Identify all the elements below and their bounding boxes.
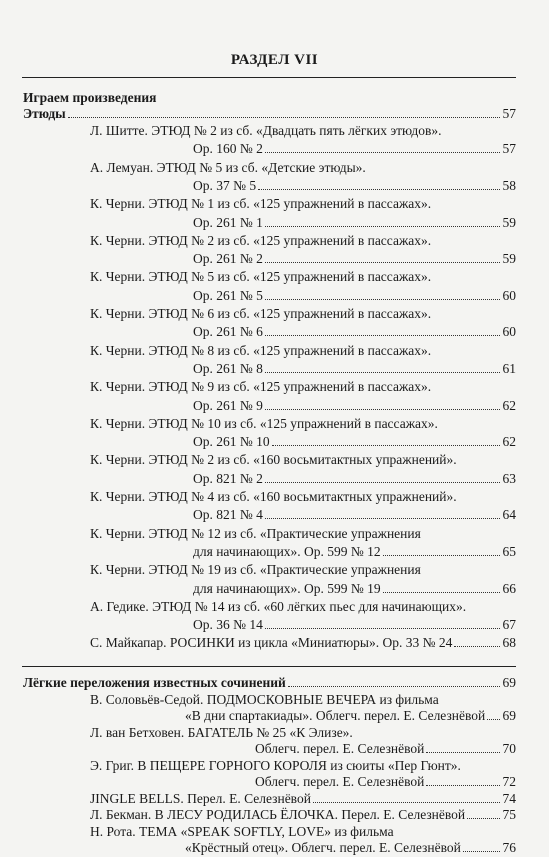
top-rule: [22, 77, 516, 78]
section-rule: [22, 666, 516, 667]
leader-dots: [467, 806, 500, 819]
toc-entry-line2: [193, 543, 516, 561]
toc-entry-line2: [193, 616, 516, 634]
entry-opus: Ор. 261 № 9: [193, 397, 263, 413]
page-number: 72: [502, 774, 516, 790]
entry-opus: Ор. 821 № 4: [193, 507, 263, 523]
toc-entry-line1: Л. Шитте. ЭТЮД № 2 из сб. «Двадцать пять лёгких этюдов».: [90, 123, 442, 138]
leader-dots: [265, 250, 500, 263]
leader-dots: [272, 433, 500, 446]
page-number: 62: [502, 397, 516, 413]
toc-entry-line1: Л. ван Бетховен. БАГАТЕЛЬ № 25 «К Элизе».: [90, 724, 353, 740]
leader-dots: [383, 543, 500, 556]
leader-dots: [426, 740, 500, 753]
toc-entry-line1: К. Черни. ЭТЮД № 12 из сб. «Практические упражнения: [90, 525, 421, 541]
entry-opus: Ор. 261 № 6: [193, 324, 263, 340]
entry-opus: для начинающих». Ор. 599 № 19: [193, 580, 381, 596]
subheading-label: Этюды: [23, 106, 66, 121]
toc-entry-line1: К. Черни. ЭТЮД № 6 из сб. «125 упражнений в пассажах».: [90, 306, 432, 321]
page-number: 69: [502, 675, 516, 691]
toc-entry-line2: [193, 580, 516, 598]
leader-dots: [463, 839, 500, 852]
group-heading-play-pieces: Играем произведения: [23, 90, 157, 105]
page-number: 75: [502, 807, 516, 823]
toc-subheading-etudes: [23, 105, 516, 123]
entry-text: JINGLE BELLS. Перел. Е. Селезнёвой: [90, 790, 311, 806]
page-number: 64: [502, 507, 516, 523]
toc-entry-line2: [193, 177, 516, 195]
section-title: РАЗДЕЛ VII: [230, 52, 319, 68]
page-number: 70: [502, 741, 516, 757]
leader-dots: [313, 790, 500, 803]
toc-entry-line2: [193, 214, 516, 232]
toc-entry-line1: Н. Рота. ТЕМА «SPEAK SOFTLY, LOVE» из фильма: [90, 823, 394, 839]
toc-entry-line1: К. Черни. ЭТЮД № 2 из сб. «125 упражнений в пассажах».: [90, 232, 432, 248]
leader-dots: [265, 287, 500, 300]
leader-dots: [265, 397, 500, 410]
page-number: 60: [502, 324, 516, 340]
leader-dots: [265, 506, 500, 519]
page-number: 57: [502, 141, 516, 157]
leader-dots: [265, 360, 500, 373]
toc-entry-line2: [193, 360, 516, 378]
toc-entry-line2: [193, 287, 516, 305]
entry-opus: Ор. 821 № 2: [193, 470, 263, 486]
leader-dots: [68, 105, 500, 118]
page-number: 74: [502, 790, 516, 806]
page-number: 65: [502, 543, 516, 559]
toc-entry-line1: К. Черни. ЭТЮД № 2 из сб. «160 восьмитактных упражнений».: [90, 452, 457, 468]
toc-entry-line1: К. Черни. ЭТЮД № 5 из сб. «125 упражнений в пассажах».: [90, 269, 432, 285]
page-number: 59: [502, 251, 516, 267]
leader-dots: [265, 323, 500, 336]
toc-entry-line1: К. Черни. ЭТЮД № 8 из сб. «125 упражнений в пассажах».: [90, 342, 432, 358]
entry-opus: для начинающих». Ор. 599 № 12: [193, 543, 381, 559]
toc-entry-line1: А. Гедике. ЭТЮД № 14 из сб. «60 лёгких пьес для начинающих».: [90, 598, 467, 614]
toc-entry-line1: Э. Григ. В ПЕЩЕРЕ ГОРНОГО КОРОЛЯ из сюиты «Пер Гюнт».: [90, 757, 461, 773]
toc-entry-line2: [193, 250, 516, 268]
toc-entry-line1: К. Черни. ЭТЮД № 4 из сб. «160 восьмитактных упражнений».: [90, 489, 457, 504]
toc-entry-line2: [193, 433, 516, 451]
page-number: 66: [502, 580, 516, 596]
leader-dots: [454, 634, 500, 647]
leader-dots: [265, 616, 500, 629]
entry-opus: Ор. 37 № 5: [193, 177, 257, 193]
entry-opus: Ор. 160 № 2: [193, 141, 263, 157]
page-number: 57: [502, 106, 516, 121]
page-number: 67: [502, 617, 516, 633]
toc-entry-line2: [193, 323, 516, 341]
page-number: 58: [502, 177, 516, 193]
page-number: 59: [502, 214, 516, 230]
entry-title: С. Майкапар. РОСИНКИ из цикла «Миниатюры». Ор. 33 № 24: [90, 635, 453, 651]
toc-entry-line2: [193, 397, 516, 415]
toc-entry-line1: К. Черни. ЭТЮД № 19 из сб. «Практические упражнения: [90, 562, 421, 578]
group-heading-arrangements: Лёгкие переложения известных сочинений: [23, 675, 286, 691]
page-number: 68: [502, 635, 516, 651]
toc-entry-line2: [255, 773, 516, 791]
toc-entry-single: [90, 806, 516, 824]
page-number: 61: [502, 360, 516, 376]
toc-entry-line2: [193, 470, 516, 488]
leader-dots: [265, 214, 500, 227]
toc-entry-line1: К. Черни. ЭТЮД № 10 из сб. «125 упражнений в пассажах».: [90, 415, 438, 431]
page-number: 69: [502, 708, 516, 724]
entry-text: Облегч. перел. Е. Селезнёвой: [255, 741, 425, 757]
page-number: 60: [502, 287, 516, 303]
toc-entry-line1: К. Черни. ЭТЮД № 9 из сб. «125 упражнений в пассажах».: [90, 379, 432, 395]
leader-dots: [258, 177, 500, 190]
page-number: 76: [502, 840, 516, 856]
toc-entry-line2: [255, 740, 516, 758]
entry-text: Л. Бекман. В ЛЕСУ РОДИЛАСЬ ЁЛОЧКА. Перел. Е. Селезнёвой: [90, 807, 466, 823]
entry-opus: Ор. 36 № 14: [193, 617, 263, 633]
entry-text: Облегч. перел. Е. Селезнёвой: [255, 774, 425, 790]
entry-text: «В дни спартакиады». Облегч. перел. Е. Селезнёвой: [185, 708, 486, 724]
toc-entry-line1: А. Лемуан. ЭТЮД № 5 из сб. «Детские этюды».: [90, 159, 366, 175]
toc-entry-line1: К. Черни. ЭТЮД № 1 из сб. «125 упражнений в пассажах».: [90, 196, 432, 212]
entry-opus: Ор. 261 № 5: [193, 287, 263, 303]
toc-entry-line2: [185, 839, 516, 857]
toc-entry-single: [90, 790, 516, 808]
page-number: 63: [502, 470, 516, 486]
leader-dots: [383, 580, 500, 593]
toc-entry-maikapar: [90, 634, 516, 652]
toc-entry-line2: [193, 140, 516, 158]
entry-opus: Ор. 261 № 2: [193, 251, 263, 267]
toc-entry-line1: В. Соловьёв-Седой. ПОДМОСКОВНЫЕ ВЕЧЕРА из фильма: [90, 691, 439, 707]
leader-dots: [288, 674, 500, 687]
toc-heading-arrangements: [23, 674, 516, 692]
entry-opus: Ор. 261 № 8: [193, 360, 263, 376]
entry-text: «Крёстный отец». Облегч. перел. Е. Селезнёвой: [185, 840, 461, 856]
entry-opus: Ор. 261 № 10: [193, 434, 270, 450]
entry-opus: Ор. 261 № 1: [193, 214, 263, 230]
toc-entry-line2: [193, 506, 516, 524]
page-number: 62: [502, 434, 516, 450]
toc-entry-line2: [185, 707, 516, 725]
leader-dots: [487, 707, 500, 720]
leader-dots: [265, 470, 500, 483]
leader-dots: [426, 773, 500, 786]
leader-dots: [265, 140, 500, 153]
